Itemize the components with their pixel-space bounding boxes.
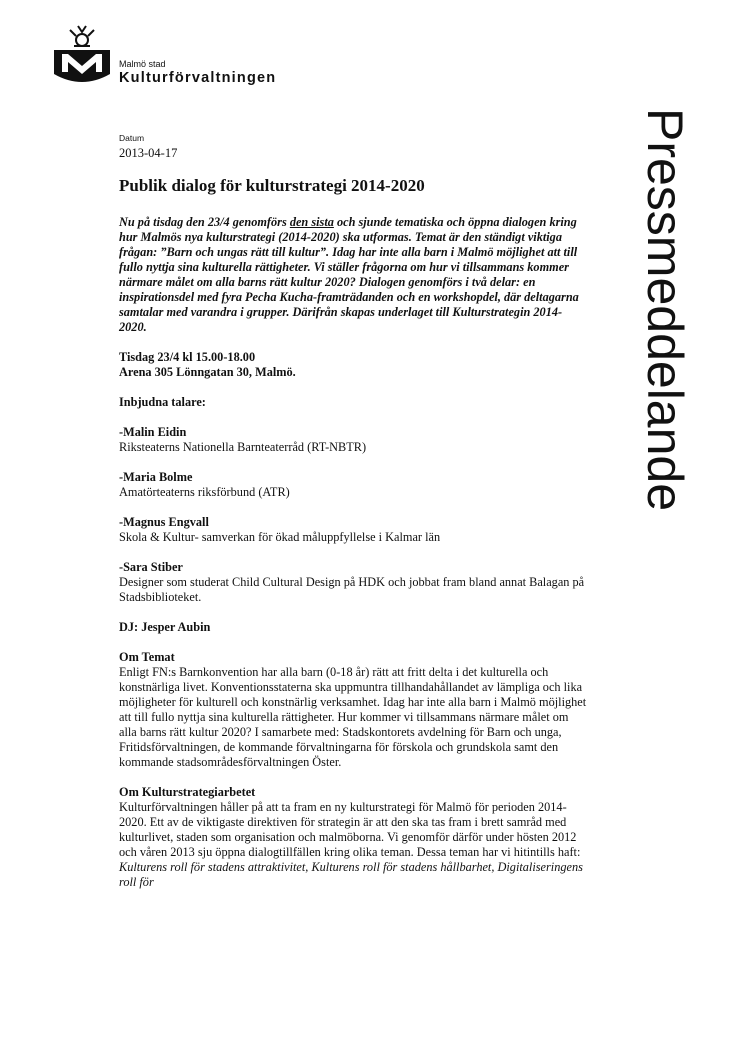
speakers-heading: Inbjudna talare: (119, 395, 206, 409)
speaker-name: -Sara Stiber (119, 560, 183, 574)
pressmeddelande-vertical-label: Pressmeddelande (637, 108, 693, 512)
om-temat-heading: Om Temat (119, 650, 175, 664)
intro-underlined-text: den sista (289, 215, 334, 229)
org-name-small: Malmö stad (119, 59, 166, 69)
press-release-title: Publik dialog för kulturstrategi 2014-2020 (119, 176, 425, 195)
om-temat-body: Enligt FN:s Barnkonvention har alla barn (0-18 år) rätt att fritt delta i det kulturella och konstnärliga livet. Konventionsstaterna ska uppmuntra tillhandahållandet av lämpliga och lika möjligheter för kulturell och konstnärlig verksamhet. Idag har inte alla barn i Malmö möjlighet att till fullo nyttja sina kulturella rättigheter. Hur kommer vi tillsammans närmare målet om alla barns rätt kultur 2020? I samarbete med: Stadskontorets avdelning för Barn och unga, Fritidsförvaltningen, de kommande förvaltningarna för förskola och grundskola samt den kommande stadsområdesförvaltningen Öster. (119, 665, 587, 769)
arbetet-theme-2: Kulturens roll för stadens hållbarhet, Digitaliseringens roll för (119, 860, 583, 889)
speaker-name: -Magnus Engvall (119, 515, 209, 529)
om-kulturstrategiarbetet-body (119, 800, 589, 890)
speaker-name: -Malin Eidin (119, 425, 187, 439)
om-kulturstrategiarbetet-heading: Om Kulturstrategiarbetet (119, 785, 256, 799)
org-name-department: Kulturförvaltningen (119, 70, 277, 86)
date-label: Datum (119, 133, 145, 143)
speaker-name: -Maria Bolme (119, 470, 193, 484)
arbetet-text: Kulturförvaltningen håller på att ta fram en ny kulturstrategi för Malmö för perioden 2014-2020. Ett av de viktigaste direktiven för strategin är att den ska tas fram i brett samråd med kulturlivet, staden som organisation och malmöborna. Vi genomför därför under hösten 2012 och våren 2013 sju öppna dialogtillfällen kring olika teman. Dessa teman har vi hitintills haft: (119, 800, 581, 859)
malmo-coat-of-arms-logo (52, 24, 112, 88)
dj-line: DJ: Jesper Aubin (119, 620, 211, 634)
intro-text-start: Nu på tisdag den 23/4 genomförs (119, 215, 290, 229)
speaker-desc: Amatörteaterns riksförbund (ATR) (119, 485, 290, 499)
event-place: Arena 305 Lönngatan 30, Malmö. (119, 365, 296, 379)
date-value: 2013-04-17 (119, 146, 178, 160)
intro-text-end: och sjunde tematiska och öppna dialogen kring hur Malmös nya kulturstrategi (2014-2020) ska utformas. Temat är den ständigt viktiga frågan: ”Barn och ungas rätt till kultur”. Idag har inte alla barn i Malmö möjlighet att till fullo nyttja sina kulturella rättigheter. Vi ställer frågorna om hur vi tillsammans kommer närmare målet om alla barns rätt kultur 2020? Dialogen genomförs i två delar: en inspirationsdel med fyra Pecha Kucha-framträdanden och en workshopdel, där deltagarna samtalar med varandra i grupper. Därifrån skapas underlaget till Kulturstrategin 2014-2020. (119, 215, 579, 334)
arbetet-separator: , (305, 860, 312, 874)
speaker-desc: Riksteaterns Nationella Barnteaterråd (RT-NBTR) (119, 440, 367, 454)
press-release-body (119, 215, 589, 890)
intro-paragraph (119, 215, 589, 335)
speaker-desc: Designer som studerat Child Cultural Design på HDK och jobbat fram bland annat Balagan på Stadsbiblioteket. (119, 575, 585, 604)
event-time: Tisdag 23/4 kl 15.00-18.00 (119, 350, 256, 364)
arbetet-theme-1: Kulturens roll för stadens attraktivitet (119, 860, 306, 874)
speaker-desc: Skola & Kultur- samverkan för ökad måluppfyllelse i Kalmar län (119, 530, 441, 544)
